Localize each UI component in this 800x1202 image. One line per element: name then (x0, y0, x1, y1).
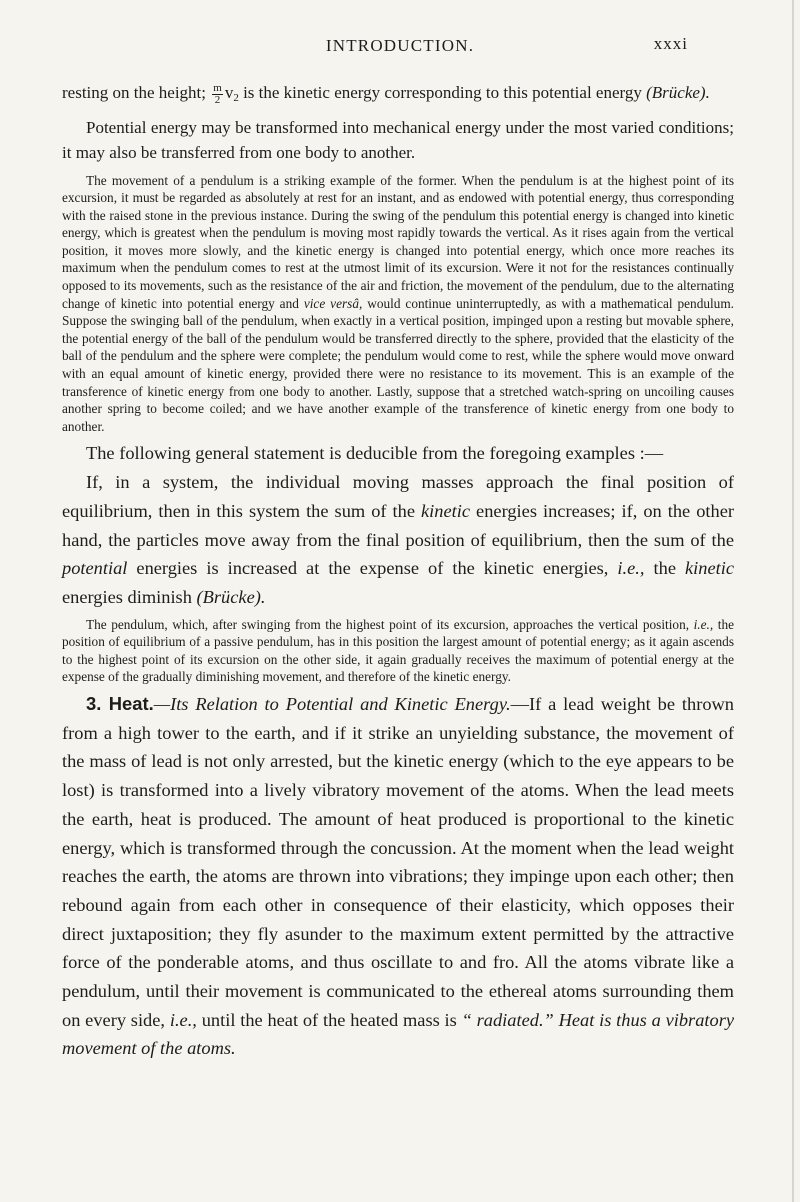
page-number: xxxi (653, 34, 688, 53)
text: would continue uninterruptedly, as with a mathematical pendulum. Suppose the swinging ball of the pendulum, when exactly in a vertical position, impinged upon a resting but movable sphere, the potential energy of the ball of the pendulum would be transferred directly to the sphere, provided that the elasticity of the ball of the pendulum and the sphere were complete; the pendulum would come to rest, while the sphere would move onward with an equal amount of kinetic energy, provided there were no resistance to its movement. This is an example of the transference of kinetic energy from one body to another. Lastly, suppose that a stretched watch-spring on uncoiling causes another spring to become coiled; and we have another example of the transference of kinetic energy from one body to another. (62, 295, 734, 434)
text: is the kinetic energy corresponding to this potential energy (243, 83, 642, 102)
section-heat (62, 690, 734, 1063)
running-title: INTRODUCTION. (325, 36, 475, 55)
citation: (Brücke). (646, 83, 710, 102)
text: The movement of a pendulum is a striking example of the former. When the pendulum is at the highest point of its excursion, it must be regarded as absolutely at rest for an instant, and as endowed with potential energy, thus corresponding with the raised stone in the previous instance. During the swing of the pendulum this potential energy is changed into kinetic energy, which is greatest when the pendulum is moving most rapidly towards the vertical. As it rises again from the vertical position, it moves more slowly, and the kinetic energy is changed into potential energy, which once more reaches its maximum when the pendulum comes to rest at the utmost limit of its excursion. Were it not for the resistances continually opposed to its movements, such as the resistance of the air and friction, the movement of the pendulum, due to the alternating change of kinetic into potential energy and (62, 172, 734, 311)
section-heading: 3. Heat. (86, 693, 154, 714)
velocity-subscript: 2 (233, 92, 239, 104)
running-header (0, 34, 800, 58)
paragraph-pendulum-note (62, 616, 734, 686)
citation: (Brücke). (196, 586, 266, 607)
abbreviation: i.e., (617, 558, 645, 579)
text: the position of equilibrium of a passive pendulum, has in this position the largest amount of potential energy; as it again ascends to the highest point of its excursion on the other side, it again gradually receives the maximum of potential energy at the expense of the gradually diminishing movement, and therefore of the kinetic energy. (62, 616, 734, 685)
section-subtitle: —Its Relation to Potential and Kinetic Energy. (153, 694, 511, 714)
text: energies diminish (62, 586, 192, 607)
quoted-term: “ radiated.” (461, 1009, 554, 1030)
emphasis-kinetic: kinetic (685, 558, 735, 579)
emphasis-potential: potential (62, 558, 128, 579)
fraction-numerator: m (213, 81, 222, 94)
page-edge (792, 0, 794, 1202)
paragraph-general-statement: The following general statement is deducible from the foregoing examples :— (86, 443, 664, 464)
emphasis-kinetic: kinetic (421, 500, 471, 521)
text: energies increases; if, on the other hand, the particles move away from the final position of equilibrium, then the sum of the (62, 500, 734, 550)
velocity-symbol: v (224, 83, 234, 102)
page-body (62, 80, 734, 1063)
text: If, in a system, the individual moving masses approach the final position of equilibrium, then in this system the sum of the (62, 472, 734, 521)
text: —If a lead weight be thrown from a high tower to the earth, and if it strike an unyielding substance, the movement of the mass of lead is not only arrested, but the kinetic energy (which to the eye appears to be lost) is transformed into a lively vibratory movement of the atoms. When the lead meets the earth, heat is produced. The amount of heat produced is proportional to the kinetic energy, which is transformed through the concussion. At the moment when the lead weight reaches the earth, the atoms are thrown into vibrations; they impinge upon each other; then rebound again from each other in consequence of their elasticity, which opposes their direct juxtaposition; they fly asunder to the maximum extent permitted by the attractive force of the ponderable atoms, and thus oscillate to and fro. All the atoms vibrate like a pendulum, until their movement is communicated to the ethereal atoms surrounding them on every side, (62, 694, 734, 1030)
text: the (653, 558, 676, 579)
text: The pendulum, which, after swinging from the highest point of its excursion, approaches the vertical position, (86, 616, 690, 632)
paragraph-kinetic-formula (62, 80, 734, 112)
paragraph-pendulum (62, 172, 734, 436)
fraction-m-over-2 (212, 83, 223, 106)
text: energies is increased at the expense of the kinetic energies, (136, 558, 609, 579)
text: until the heat of the heated mass is (201, 1009, 457, 1030)
fraction-denominator: 2 (214, 93, 221, 106)
paragraph-equilibrium-law (62, 468, 734, 612)
latin-phrase: vice versâ, (303, 295, 363, 311)
paragraph-potential-energy: Potential energy may be transformed into mechanical energy under the most varied conditions; it may also be transferred from one body to another. (62, 117, 734, 162)
concluding-statement: Heat is thus a vibratory movement of the atoms. (62, 1009, 735, 1059)
text: resting on the height; (62, 83, 207, 102)
abbreviation: i.e., (169, 1009, 197, 1030)
abbreviation: i.e., (693, 616, 714, 632)
